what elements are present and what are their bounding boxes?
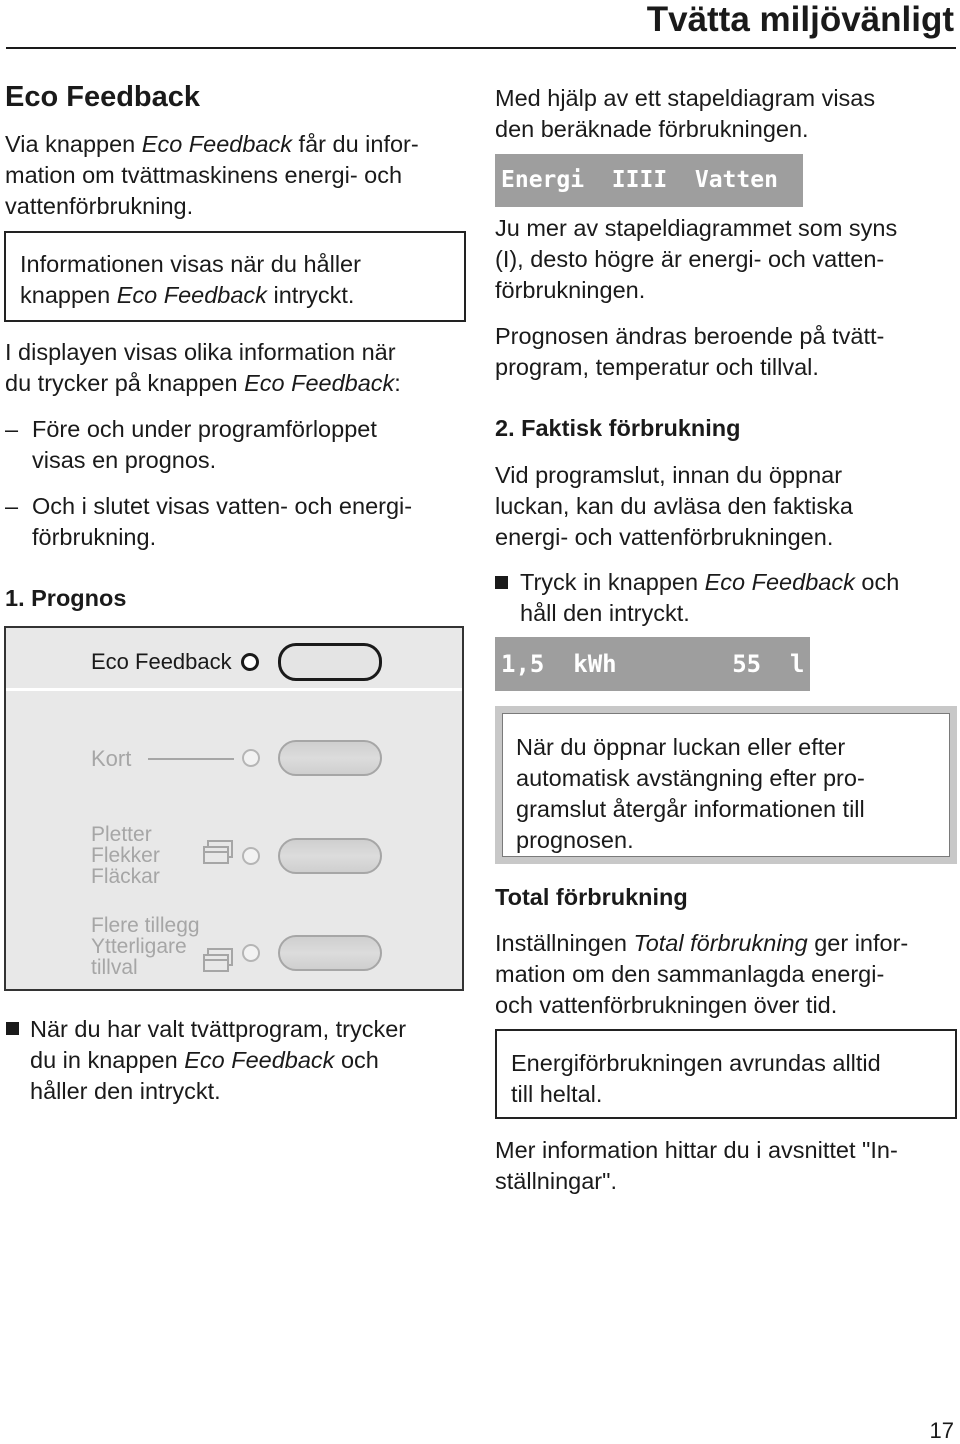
extras-label [91,915,200,978]
emphasized-term: Eco Feedback [704,569,855,595]
actual-consumption-paragraph [495,460,955,553]
text-line: till heltal. [511,1081,603,1107]
note-text [20,249,460,311]
text-line: energi- och vattenförbrukningen. [495,524,834,550]
eco-feedback-label: Eco Feedback [91,649,232,674]
kort-button[interactable] [278,740,382,776]
eco-feedback-button[interactable] [278,643,382,681]
text-line: förbrukning. [32,524,157,550]
text-line: Pletter [91,823,152,846]
text-line: automatisk avstängning efter pro- [516,765,865,791]
list-item-text [32,491,472,553]
text-line: Energiförbrukningen avrundas alltid [511,1050,881,1076]
text-line: visas en prognos. [32,447,217,473]
display-actual-consumption: 1,5 kWh 55 l [495,637,810,691]
text-line: förbrukningen. [495,277,646,303]
text-line: Inställningen Total förbrukning ger infor- [495,930,909,956]
step-press-eco-feedback [30,1014,470,1107]
emphasized-term: Eco Feedback [184,1047,335,1073]
extras-indicator-icon [242,944,260,962]
stains-button[interactable] [278,838,382,874]
text-line: knappen Eco Feedback intryckt. [20,282,355,308]
note-text [511,1048,951,1110]
text-line: mation om tvättmaskinens energi- och [5,162,403,188]
text-line: mation om den sammanlagda energi- [495,961,885,987]
dash-marker: – [5,493,19,519]
text-line: vattenförbrukning. [5,193,194,219]
kort-line [148,758,234,760]
section-heading-total: Total förbrukning [495,884,688,910]
header-divider [6,47,956,49]
text-line: luckan, kan du avläsa den faktiska [495,493,853,519]
display-intro-paragraph [5,337,475,399]
panel-divider [6,688,462,691]
dash-list [5,414,475,554]
more-info-paragraph [495,1135,958,1197]
text-line: Flekker [91,844,160,867]
text-line: ställningar". [495,1168,617,1194]
text-line: I displayen visas olika information när [5,339,396,365]
emphasized-term: Eco Feedback [244,370,395,396]
bullet-square-icon [495,576,508,589]
text-line: du in knappen Eco Feedback och [30,1047,379,1073]
text-line: prognosen. [516,827,634,853]
text-line: den beräknade förbrukningen. [495,116,809,142]
dash-marker: – [5,416,19,442]
text-line: du trycker på knappen Eco Feedback: [5,370,401,396]
section-heading-prognos: 1. Prognos [5,585,127,611]
bar-intro-paragraph [495,83,955,145]
text-line: Via knappen Eco Feedback får du infor- [5,131,419,157]
text-line: Fläckar [91,865,160,888]
prognosis-change-paragraph [495,321,955,383]
text-line: och vattenförbrukningen över tid. [495,992,838,1018]
note-box-hold-button [4,231,466,322]
total-consumption-paragraph [495,928,958,1021]
text-line: gramslut återgår informationen till [516,796,865,822]
text-line: program, temperatur och tillval. [495,354,819,380]
text-line: Före och under programförloppet [32,416,377,442]
text-line: Mer information hittar du i avsnittet "In- [495,1137,898,1163]
text-line: Flere tillegg [91,914,200,937]
note-box-rounding [495,1029,957,1119]
page-header-title: Tvätta miljövänligt [646,0,954,39]
section-heading-actual: 2. Faktisk förbrukning [495,415,741,441]
text-line: Vid programslut, innan du öppnar [495,462,843,488]
text-line: Och i slutet visas vatten- och energi- [32,493,413,519]
text-line: håller den intryckt. [30,1078,221,1104]
extras-button[interactable] [278,935,382,971]
display-bar-graph: Energi IIII Vatten II [495,154,803,207]
text-line: Informationen visas när du håller [20,251,361,277]
kort-label: Kort [91,746,132,771]
text-line: tillval [91,956,138,979]
text-line: (I), desto högre är energi- och vatten- [495,246,885,272]
page-number: 17 [929,1418,954,1443]
intro-paragraph [5,129,475,222]
stains-label [91,824,160,887]
section-heading-eco-feedback: Eco Feedback [5,81,201,113]
stains-indicator-icon [242,847,260,865]
text-line: Prognosen ändras beroende på tvätt- [495,323,885,349]
control-panel-illustration [4,626,464,991]
text-line: När du har valt tvättprogram, trycker [30,1016,407,1042]
bullet-square-icon [6,1022,19,1035]
text-line: När du öppnar luckan eller efter [516,734,846,760]
list-item-text [32,414,472,476]
text-line: Med hjälp av ett stapeldiagram visas [495,85,876,111]
bar-explain-paragraph [495,213,955,306]
text-line: Ju mer av stapeldiagrammet som syns [495,215,898,241]
emphasized-term: Eco Feedback [116,282,267,308]
text-line: Ytterligare [91,935,187,958]
note-box-door-open [495,706,957,864]
text-line: Tryck in knappen Eco Feedback och [520,569,900,595]
emphasized-term: Total förbrukning [633,930,808,956]
eco-feedback-indicator-icon [241,653,259,671]
stains-option-icon [202,839,234,867]
kort-indicator-icon [242,749,260,767]
emphasized-term: Eco Feedback [141,131,293,157]
extras-option-icon [202,947,234,975]
text-line: håll den intryckt. [520,600,690,626]
note-text [516,732,946,856]
step-hold-eco-feedback [520,567,960,629]
